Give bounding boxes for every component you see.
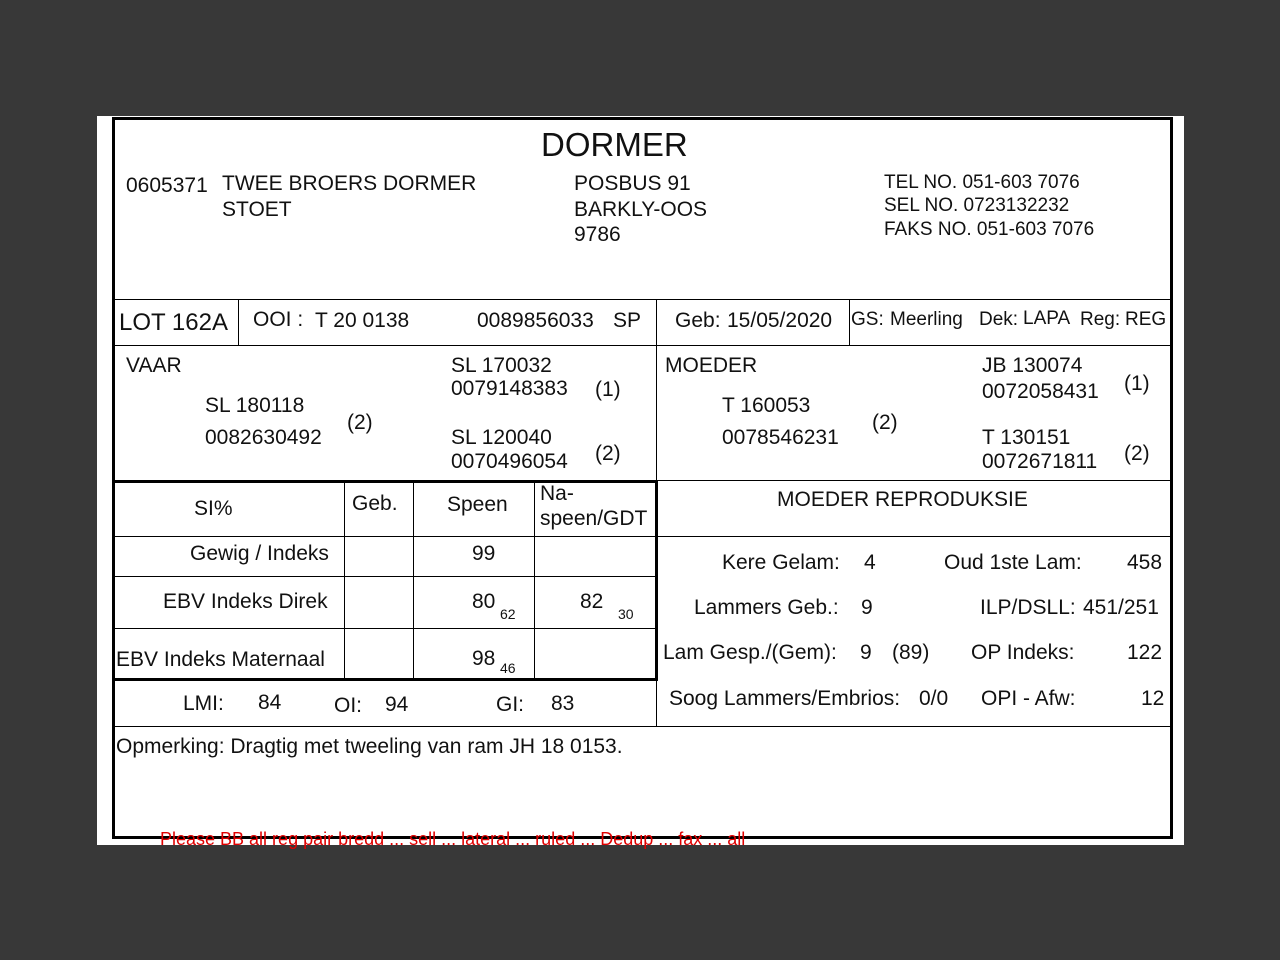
member-number: 0605371 — [126, 174, 208, 197]
divider — [114, 678, 658, 681]
divider — [114, 726, 1172, 727]
op-index-value: 122 — [1127, 641, 1163, 664]
gs-label: GS: — [851, 309, 884, 330]
divider — [114, 536, 1172, 537]
ebv-maternal-speen-accuracy: 46 — [500, 660, 516, 676]
breeder-name-line2: STOET — [222, 198, 292, 221]
remark: Opmerking: Dragtig met tweeling van ram JH 18 0153. — [116, 735, 623, 758]
ilp-value: 451/251 — [1083, 596, 1159, 619]
ooi-label: OOI : — [253, 308, 304, 331]
divider — [114, 299, 1172, 300]
suckled-label: Soog Lammers/Embrios: — [669, 687, 901, 710]
sire-dam-id: SL 120040 — [451, 426, 552, 449]
divider — [114, 628, 656, 629]
lmi-value: 84 — [258, 691, 282, 714]
dam-dam-number: 0072671811 — [982, 450, 1098, 473]
breeder-name: TWEE BROERS DORMER — [222, 172, 477, 195]
opi-value: 12 — [1141, 687, 1165, 710]
birth-label: Geb: — [675, 309, 721, 332]
kere-gelam-label: Kere Gelam: — [722, 551, 840, 574]
first-lamb-age-value: 458 — [1127, 551, 1163, 574]
divider — [413, 482, 414, 679]
lambs-born-label: Lammers Geb.: — [694, 596, 839, 619]
ebv-direct-naspeen: 82 — [580, 590, 604, 613]
fax-number: FAKS NO. 051-603 7076 — [884, 219, 1095, 240]
ebv-direct-speen-accuracy: 62 — [500, 606, 516, 622]
sire-id: SL 180118 — [205, 394, 305, 417]
dam-number: 0078546231 — [722, 426, 839, 449]
dam-sire-id: JB 130074 — [982, 354, 1083, 377]
divider — [655, 480, 658, 680]
row-label-ebv-direct: EBV Indeks Direk — [163, 590, 328, 613]
row-label-weight-index: Gewig / Indeks — [190, 542, 329, 565]
sire-sire-number: 0079148383 — [451, 377, 568, 400]
cell-number: SEL NO. 0723132232 — [884, 195, 1070, 216]
divider — [849, 299, 850, 345]
dek-value: LAPA — [1023, 308, 1071, 329]
sire-label: VAAR — [126, 354, 182, 377]
gs-value: Meerling — [890, 309, 963, 330]
dam-id: T 160053 — [722, 394, 811, 417]
birth-date: 15/05/2020 — [727, 309, 833, 332]
dam-mark: (2) — [872, 411, 898, 434]
first-lamb-age-label: Oud 1ste Lam: — [944, 551, 1082, 574]
speen-header: Speen — [447, 493, 508, 516]
divider — [656, 480, 1172, 481]
dam-dam-id: T 130151 — [982, 426, 1071, 449]
oi-label: OI: — [334, 694, 363, 717]
lambs-weaned-label: Lam Gesp./(Gem): — [663, 641, 837, 664]
sire-mark: (2) — [347, 411, 373, 434]
suckled-value: 0/0 — [919, 687, 949, 710]
breed-title: DORMER — [541, 126, 688, 163]
gi-value: 83 — [551, 692, 575, 715]
ebv-direct-naspeen-accuracy: 30 — [618, 606, 634, 622]
opi-label: OPI - Afw: — [981, 687, 1076, 710]
dam-sire-mark: (1) — [1124, 372, 1150, 395]
oi-value: 94 — [385, 693, 409, 716]
kere-gelam-value: 4 — [864, 551, 876, 574]
ilp-label: ILP/DSLL: — [980, 596, 1076, 619]
lambs-born-value: 9 — [861, 596, 873, 619]
lmi-label: LMI: — [183, 692, 224, 715]
gi-label: GI: — [496, 693, 525, 716]
naspeen-header-line1: Na- — [540, 482, 574, 505]
weight-index-speen: 99 — [472, 542, 496, 565]
dek-label: Dek: — [979, 309, 1019, 330]
row-label-ebv-maternal: EBV Indeks Maternaal — [116, 648, 325, 671]
divider — [114, 576, 656, 577]
divider — [114, 345, 1172, 346]
reproduction-title: MOEDER REPRODUKSIE — [777, 488, 1028, 511]
lambs-weaned-value: 9 — [860, 641, 872, 664]
footer-red-text — [160, 829, 1130, 849]
divider — [238, 299, 239, 345]
ebv-maternal-speen: 98 — [472, 647, 496, 670]
ooi-id: T 20 0138 — [315, 309, 410, 332]
divider — [344, 482, 345, 679]
address-line1: POSBUS 91 — [574, 172, 691, 195]
reg-value: REG — [1125, 309, 1167, 330]
sire-sire-mark: (1) — [595, 378, 621, 401]
footer-red-text-content: Please BB all reg pair bredd ... sell ... lateral ... ruled ... Dedup ... fax ... all — [160, 829, 746, 849]
sp-code: SP — [613, 309, 642, 332]
dam-dam-mark: (2) — [1124, 442, 1150, 465]
sire-dam-mark: (2) — [595, 442, 621, 465]
address-line2: BARKLY-OOS — [574, 198, 708, 221]
dam-sire-number: 0072058431 — [982, 380, 1099, 403]
naspeen-header-line2: speen/GDT — [540, 507, 648, 530]
dam-label: MOEDER — [665, 354, 758, 377]
sire-dam-number: 0070496054 — [451, 450, 568, 473]
address-line3: 9786 — [574, 223, 621, 246]
registration-number: 0089856033 — [477, 309, 594, 332]
si-header: SI% — [194, 497, 233, 520]
sire-number: 0082630492 — [205, 426, 322, 449]
lambs-weaned-average: (89) — [892, 641, 930, 664]
sire-sire-id: SL 170032 — [451, 354, 552, 377]
reg-label: Reg: — [1080, 309, 1121, 330]
ebv-direct-speen: 80 — [472, 590, 496, 613]
tel-number: TEL NO. 051-603 7076 — [884, 172, 1080, 193]
divider — [534, 482, 535, 679]
lot-number: LOT 162A — [119, 309, 228, 336]
geb-header: Geb. — [352, 492, 398, 515]
divider — [114, 480, 658, 483]
op-index-label: OP Indeks: — [971, 641, 1075, 664]
